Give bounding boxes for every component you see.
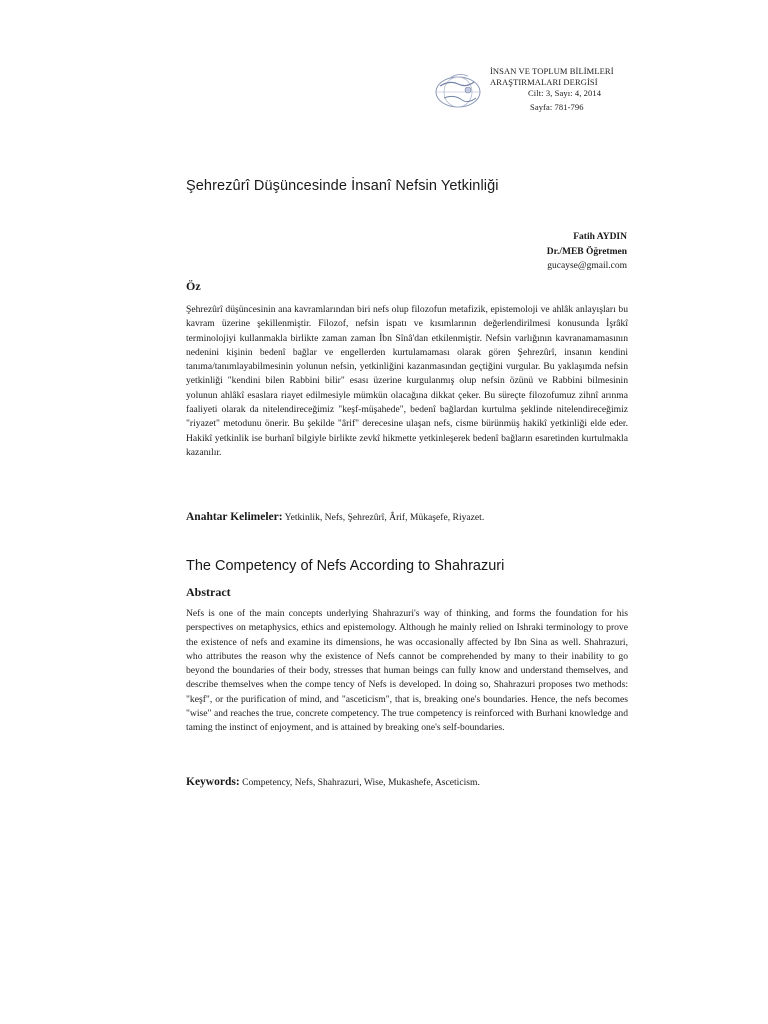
abstract-english: Nefs is one of the main concepts underlying Shahrazuri's way of thinking, and forms the foundation for his perspectives on metaphysics, ethics and epistemology. Although he mainly relied on Ishraki terminology to prove the existence of nefs and examine its dimensions, he was occasionally affected by Ibn Sina as well. Shahrazuri, who attributes the reason why the existence of Nefs cannot be comprehended by many to their inability to go beyond the boundaries of their body, stresses that human beings can fully know and understand themselves, and describe themselves when the compe tency of Nefs is developed. In doing so, Shahrazuri proposes two methods: "keşf", or the purification of mind, and "asceticism", that is, breaking one's boundaries. Hence, the nefs becomes "wise" and reaches the true, concrete competency. The true competency is reinforced with Burhani knowledge and taming the instinct of enjoyment, and is attained by breaking one's self-boundaries. xyxy=(186,608,628,734)
keywords-english xyxy=(186,776,628,788)
journal-pages: Sayfa: 781-796 xyxy=(530,102,584,112)
globe-logo-icon xyxy=(428,70,488,110)
keywords-english-value: Competency, Nefs, Shahrazuri, Wise, Mukashefe, Asceticism. xyxy=(239,777,480,788)
author-email: gucayse@gmail.com xyxy=(547,261,627,271)
journal-info xyxy=(490,66,640,113)
abstract-turkish: Şehrezûrî düşüncesinin ana kavramlarından biri nefs olup filozofun metafizik, epistemoloji ve ahlâk anlayışları bu kavram üzerine şekillenmiştir. Filozof, nefsin ispatı ve kısımlarının değerlendirilmesi konusunda İşrâkî terminolojiyi kullanmakla birlikte zaman zaman İbn Sînâ'dan etkilenmiştir. Nefsin varlığının kavranamamasının nedenini kişinin bedenî bağlar ve engellerden kurtulamaması olarak gören Şehrezûrî, insanın kendini tanıma/tanımlayabilmesinin yolunun nefsin, yetkinliğini kazanmasından geçtiğini vurgular. Bu yaklaşımda nefsin yetkinliği "kendini bilen Rabbini bilir" esası üzerine kurgulanmış olup nefsin özünü ve Rabbini bilmesinin yolunun ahlâkî esaslara riayet edilmesiyle mümkün olacağına dikkat çeker. Bu süreçte filozofumuz zihnî arınma faaliyeti olarak da nitelendireceğimiz "keşf-müşahede", bedenî bağlardan kurtulma şeklinde nitelendireceğimiz "riyazet" metodunu önerir. Bu şekilde "ârif" derecesine ulaşan nefs, cisme bürünmüş hakikî yetkinliği elde eder. Hakikî yetkinlik ise burhanî bilgiyle birlikte zevkî hikmette yetkinleşerek bedenî bağların esaretinden kurtulmakla kazanılır. xyxy=(186,304,628,458)
author-block xyxy=(547,230,627,274)
keywords-turkish-label: Anahtar Kelimeler: xyxy=(186,511,283,523)
journal-volume: Cilt: 3, Sayı: 4, 2014 xyxy=(528,88,602,98)
author-affiliation: Dr./MEB Öğretmen xyxy=(546,246,627,257)
journal-name-line2: ARAŞTIRMALARI DERGİSİ xyxy=(490,77,598,87)
author-name: Fatih AYDIN xyxy=(573,232,627,242)
keywords-turkish-value: Yetkinlik, Nefs, Şehrezûrî, Ârif, Mükaşefe, Riyazet. xyxy=(282,512,485,523)
journal-name-line1: İNSAN VE TOPLUM BİLİMLERİ xyxy=(490,66,614,76)
keywords-english-label: Keywords: xyxy=(186,776,240,788)
keywords-turkish xyxy=(186,511,628,523)
oz-heading: Öz xyxy=(186,279,201,293)
abstract-heading: Abstract xyxy=(186,585,231,599)
paper-title-turkish: Şehrezûrî Düşüncesinde İnsanî Nefsin Yetkinliği xyxy=(186,178,499,194)
paper-title-english: The Competency of Nefs According to Shahrazuri xyxy=(186,558,505,574)
